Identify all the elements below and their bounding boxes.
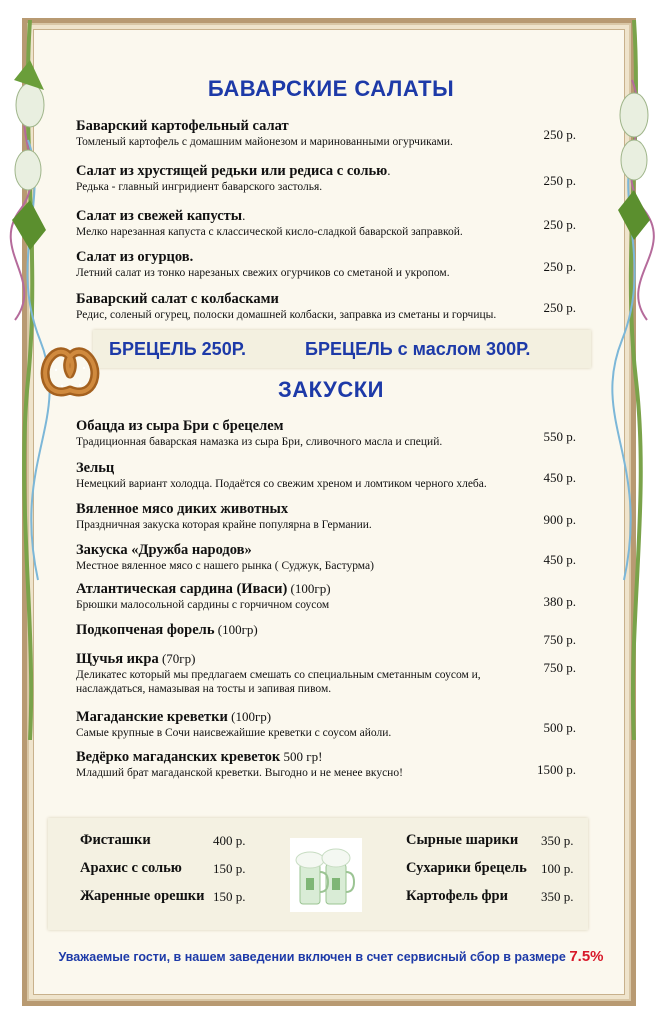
salad-item bbox=[76, 248, 576, 280]
pretzel-butter-offer: БРЕЦЕЛЬ с маслом 300Р. bbox=[305, 339, 531, 359]
snack-item bbox=[76, 650, 576, 696]
item-price: 250 р. bbox=[543, 259, 576, 274]
snack-item bbox=[76, 580, 576, 612]
item-name: Щучья икра bbox=[76, 651, 159, 667]
item-price: 550 р. bbox=[543, 429, 576, 444]
snack-item bbox=[76, 417, 576, 449]
item-price: 450 р. bbox=[543, 470, 576, 485]
item-price: 900 р. bbox=[543, 512, 576, 527]
snack-item bbox=[76, 500, 576, 532]
item-description: Брюшки малосольной сардины с горчичном соусом bbox=[76, 599, 330, 611]
item-price: 380 р. bbox=[543, 594, 576, 609]
item-extra: 500 гр! bbox=[280, 749, 323, 764]
item-price: 750 р. bbox=[543, 660, 576, 675]
item-description: Традиционная баварская намазка из сыра Бри, сливочного масла и специй. bbox=[76, 436, 443, 448]
snack-price: 350 р. bbox=[541, 833, 574, 848]
item-name: Ведёрко магаданских креветок bbox=[76, 749, 281, 765]
item-name: Зельц bbox=[76, 460, 115, 476]
item-extra: (70гр) bbox=[158, 651, 196, 666]
snacks-section-title: ЗАКУСКИ bbox=[278, 377, 384, 402]
item-price: 250 р. bbox=[543, 300, 576, 315]
snack-name: Жаренные орешки bbox=[80, 888, 205, 904]
item-price: 250 р. bbox=[543, 173, 576, 188]
item-extra: . bbox=[242, 208, 246, 223]
item-price: 250 р. bbox=[543, 217, 576, 232]
item-price: 500 р. bbox=[543, 720, 576, 735]
snack-item bbox=[76, 708, 576, 740]
snack-item bbox=[76, 748, 576, 780]
service-charge-percent: 7.5% bbox=[569, 948, 604, 965]
item-name: Закуска «Дружба народов» bbox=[76, 542, 252, 558]
snack-item bbox=[76, 621, 576, 639]
item-description: Летний салат из тонко нарезаных свежих огурчиков со сметаной и укропом. bbox=[76, 267, 450, 279]
salad-item bbox=[76, 162, 576, 194]
snack-name: Сухарики брецель bbox=[406, 860, 527, 876]
item-description: Самые крупные в Сочи наисвежайшие креветки с соусом айоли. bbox=[76, 727, 392, 739]
item-name: Салат из свежей капусты bbox=[76, 208, 243, 224]
snack-price: 350 р. bbox=[541, 889, 574, 904]
item-description: Томленый картофель с домашним майонезом и маринованными огурчиками. bbox=[76, 136, 453, 148]
salad-item bbox=[76, 117, 576, 149]
salad-item bbox=[76, 207, 576, 239]
item-description: Праздничная закуска которая крайне популярна в Германии. bbox=[76, 519, 372, 531]
snack-price: 150 р. bbox=[213, 861, 246, 876]
item-description: Немецкий вариант холодца. Подаётся со свежим хреном и ломтиком черного хлеба. bbox=[76, 478, 487, 490]
snack-price: 150 р. bbox=[213, 889, 246, 904]
item-name: Салат из огурцов. bbox=[76, 249, 194, 265]
item-price: 1500 р. bbox=[537, 762, 576, 777]
service-charge-notice bbox=[0, 948, 662, 965]
snack-name: Арахис с солью bbox=[80, 860, 182, 876]
item-name: Баварский салат с колбасками bbox=[76, 291, 279, 307]
pretzel-offer-band bbox=[93, 330, 591, 368]
snack-price: 100 р. bbox=[541, 861, 574, 876]
item-price: 250 р. bbox=[543, 127, 576, 142]
salad-item bbox=[76, 290, 576, 322]
item-description: Младший брат магаданской креветки. Выгодно и не менее вкусно! bbox=[76, 767, 403, 779]
item-description: Редис, соленый огурец, полоски домашней колбаски, заправка из сметаны и горчицы. bbox=[76, 309, 497, 321]
item-name: Атлантическая сардина (Иваси) bbox=[76, 581, 288, 597]
item-description: Местное вяленное мясо с нашего рынка ( Суджук, Бастурма) bbox=[76, 560, 374, 572]
item-description: Редька - главный ингридиент баварского застолья. bbox=[76, 181, 323, 193]
item-extra: (100гр) bbox=[227, 709, 272, 724]
beer-mugs-icon bbox=[290, 838, 362, 912]
pretzel-offer: БРЕЦЕЛЬ 250Р. bbox=[109, 339, 247, 359]
service-charge-text: Уважаемые гости, в нашем заведении включен в счет сервисный сбор в размере bbox=[58, 950, 570, 964]
item-name: Салат из хрустящей редьки или редиса с солью bbox=[76, 163, 388, 179]
item-name: Магаданские креветки bbox=[76, 709, 228, 725]
item-description: Мелко нарезанная капуста с классической кисло-сладкой баварской заправкой. bbox=[76, 226, 463, 238]
item-name: Обацда из сыра Бри с брецелем bbox=[76, 418, 284, 434]
item-name: Баварский картофельный салат bbox=[76, 118, 289, 134]
snack-item bbox=[76, 459, 576, 491]
item-extra: . bbox=[387, 163, 391, 178]
item-extra: (100гр) bbox=[287, 581, 331, 596]
item-price: 450 р. bbox=[543, 552, 576, 567]
item-description: Деликатес который мы предлагаем смешать со специальным сметанным соусом и, наслаждаться, намазывая на тосты и запивая пивом. bbox=[76, 669, 481, 695]
item-extra: (100гр) bbox=[214, 622, 258, 637]
snack-item bbox=[76, 541, 576, 573]
item-name: Вяленное мясо диких животных bbox=[76, 501, 289, 517]
snack-price: 400 р. bbox=[213, 833, 246, 848]
snack-name: Фисташки bbox=[80, 832, 151, 848]
item-name: Подкопченая форель bbox=[76, 622, 215, 638]
item-price: 750 р. bbox=[543, 632, 576, 647]
snack-name: Картофель фри bbox=[406, 888, 508, 904]
salads-section-title: БАВАРСКИЕ САЛАТЫ bbox=[207, 76, 455, 101]
snack-name: Сырные шарики bbox=[406, 832, 519, 848]
